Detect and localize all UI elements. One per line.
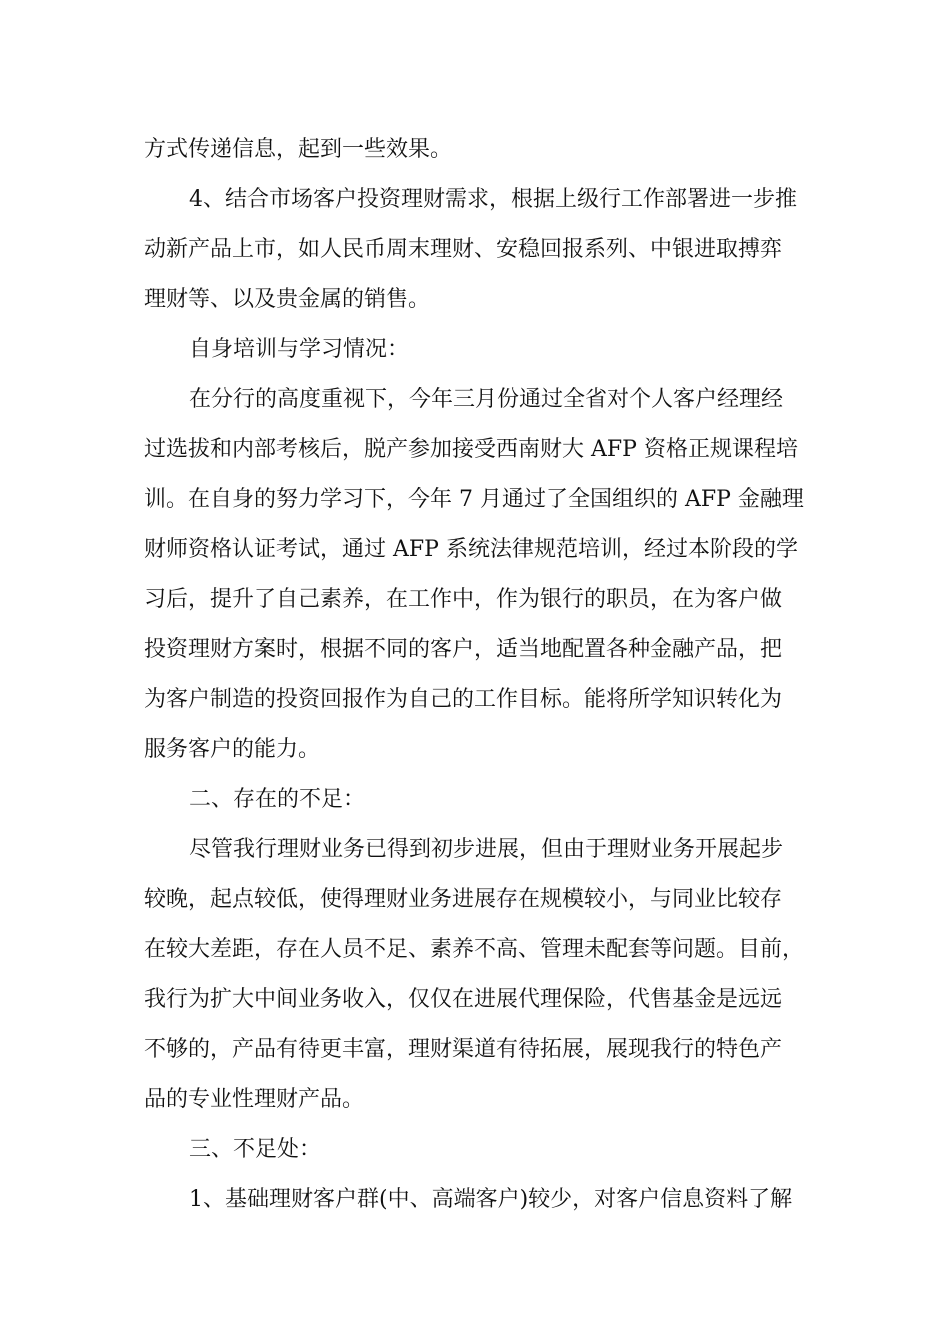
text-line [0,580,950,620]
text-line [0,280,950,320]
line-text: 尽管我行理财业务已得到初步进展，但由于理财业务开展起步 [189,837,784,862]
line-text: 为客户制造的投资回报作为自己的工作目标。能将所学知识转化为 [144,687,783,712]
list-item-1 [0,1180,950,1220]
text-line [0,480,950,520]
paragraph-start [0,830,950,870]
heading-text: 二、存在的不足： [189,787,366,812]
line-text: 训。在自身的努力学习下，今年 7 月通过了全国组织的 AFP 金融理 [144,487,804,512]
heading-text: 三、不足处： [189,1137,322,1162]
section-heading-shortcomings [0,780,950,820]
text-line [0,930,950,970]
text-line [0,730,950,770]
heading-text: 自身培训与学习情况： [189,337,410,362]
line-text: 习后，提升了自己素养，在工作中，作为银行的职员，在为客户做 [144,587,783,612]
text-line [0,630,950,670]
line-text: 方式传递信息，起到一些效果。 [144,137,453,162]
line-text: 动新产品上市，如人民币周末理财、安稳回报系列、中银进取搏弈 [144,237,783,262]
line-text: 1、基础理财客户群(中、高端客户)较少，对客户信息资料了解 [189,1187,793,1212]
line-text: 在较大差距，存在人员不足、素养不高、管理未配套等问题。目前， [144,937,805,962]
line-text: 品的专业性理财产品。 [144,1087,365,1112]
line-text: 服务客户的能力。 [144,737,321,762]
text-line [0,980,950,1020]
text-line [0,130,950,170]
line-text: 财师资格认证考试，通过 AFP 系统法律规范培训，经过本阶段的学 [144,537,798,562]
line-text: 较晚，起点较低，使得理财业务进展存在规模较小，与同业比较存 [144,887,783,912]
text-line [0,1080,950,1120]
line-text: 4、结合市场客户投资理财需求，根据上级行工作部署进一步推 [189,187,797,212]
text-line [0,880,950,920]
paragraph-start [0,380,950,420]
text-line [0,680,950,720]
line-text: 在分行的高度重视下，今年三月份通过全省对个人客户经理经 [189,387,784,412]
line-text: 理财等、以及贵金属的销售。 [144,287,431,312]
section-heading-training [0,330,950,370]
line-text: 我行为扩大中间业务收入，仅仅在进展代理保险，代售基金是远远 [144,987,783,1012]
line-text: 投资理财方案时，根据不同的客户，适当地配置各种金融产品，把 [144,637,783,662]
text-line [0,530,950,570]
list-item-4 [0,180,950,220]
section-heading-deficiencies [0,1130,950,1170]
text-line [0,1030,950,1070]
text-line [0,230,950,270]
line-text: 过选拔和内部考核后，脱产参加接受西南财大 AFP 资格正规课程培 [144,437,798,462]
line-text: 不够的，产品有待更丰富，理财渠道有待拓展，展现我行的特色产 [144,1037,783,1062]
text-line [0,430,950,470]
